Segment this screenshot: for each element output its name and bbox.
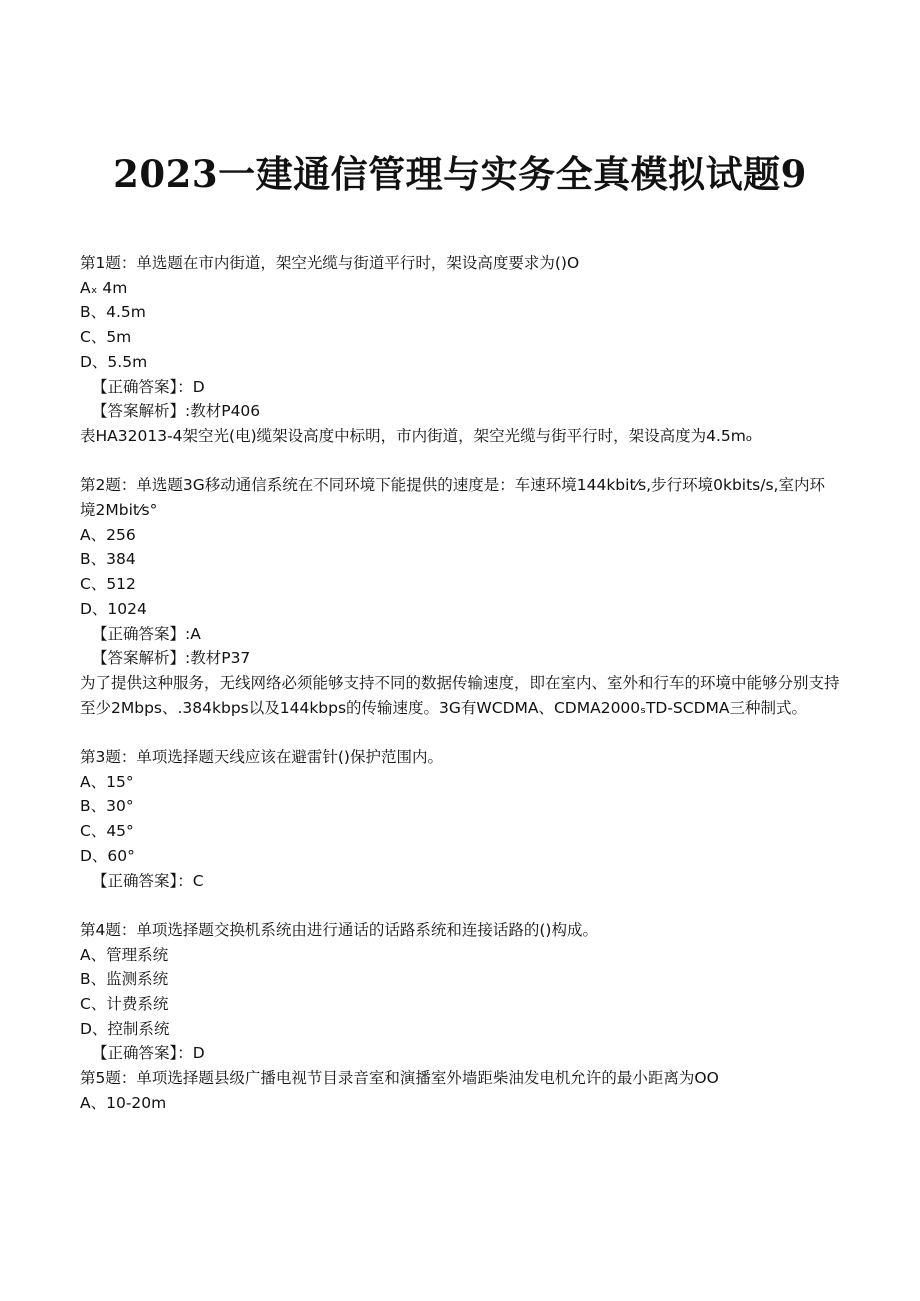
question-stem: 第4题：单项选择题交换机系统由进行通话的话路系统和连接话路的()构成。 [80, 920, 598, 939]
correct-answer: 【正确答案】：C [92, 871, 204, 890]
option-d: D、1024 [80, 599, 147, 618]
page-title: 2023一建通信管理与实务全真模拟试题9 [113, 152, 807, 196]
analysis-heading: 【答案解析】:教材P37 [92, 649, 251, 668]
correct-answer: 【正确答案】：D [92, 1044, 205, 1063]
question-4 [80, 918, 840, 1066]
question-3 [80, 745, 840, 893]
analysis-heading: 【答案解析】:教材P406 [92, 402, 261, 421]
analysis-text: 表HA32013-4架空光(电)缆架设高度中标明，市内街道，架空光缆与街平行时，架设高度为4.5mₒ [80, 426, 753, 445]
spacer [80, 449, 840, 474]
option-a: A、管理系统 [80, 945, 169, 964]
option-d: D、控制系统 [80, 1019, 170, 1038]
question-stem: 第2题：单选题3G移动通信系统在不同环境下能提供的速度是：车速环境144kbit⁄s,步行环境0kbits/s,室内环境2Mbit⁄s° [80, 476, 825, 520]
option-a: A、15° [80, 772, 134, 791]
option-b: B、4.5m [80, 303, 146, 322]
analysis-text: 为了提供这种服务，无线网络必须能够支持不同的数据传输速度，即在室内、室外和行车的环境中能够分别支持至少2Mbps、.384kbps以及144kbps的传输速度。3G有WCDMA、CDMA2000ₛTD-SCDMA三种制式。 [80, 673, 840, 717]
option-c: C、45° [80, 822, 134, 841]
question-2 [80, 473, 840, 720]
option-d: D、5.5m [80, 352, 148, 371]
question-list [80, 251, 840, 1116]
question-stem: 第5题：单项选择题县级广播电视节目录音室和演播室外墙距柴油发电机允许的最小距离为OO [80, 1069, 719, 1088]
option-a: Aₓ 4m [80, 278, 128, 297]
option-b: B、384 [80, 550, 136, 569]
option-c: C、512 [80, 575, 136, 594]
spacer [80, 893, 840, 918]
option-a: A、256 [80, 525, 136, 544]
correct-answer: 【正确答案】：D [92, 377, 205, 396]
option-c: C、计费系统 [80, 995, 169, 1014]
correct-answer: 【正确答案】:A [92, 624, 201, 643]
option-c: C、5m [80, 328, 132, 347]
question-5 [80, 1066, 840, 1115]
question-stem: 第3题：单项选择题天线应该在避雷针()保护范围内。 [80, 748, 443, 767]
option-a: A、10-20m [80, 1093, 167, 1112]
option-b: B、监测系统 [80, 970, 169, 989]
question-stem: 第1题：单选题在市内街道，架空光缆与街道平行时，架设高度要求为()O [80, 254, 580, 272]
spacer [80, 720, 840, 745]
question-1 [80, 251, 840, 449]
option-d: D、60° [80, 846, 135, 865]
option-b: B、30° [80, 797, 134, 816]
